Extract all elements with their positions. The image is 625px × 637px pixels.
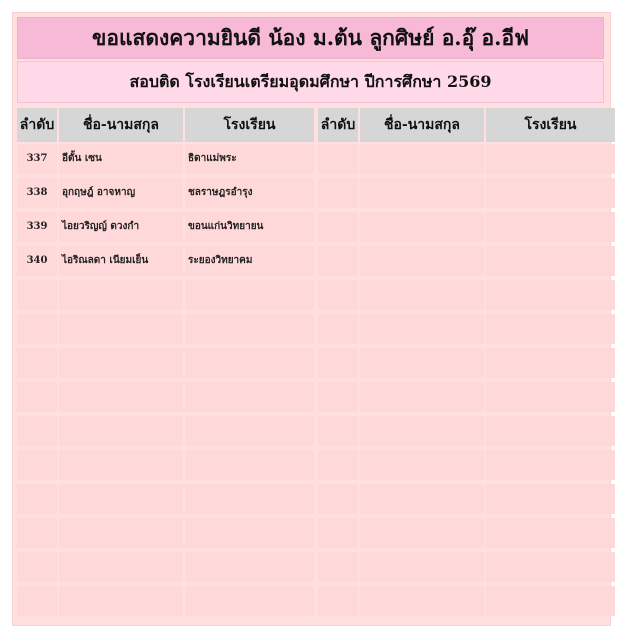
cell-school <box>185 552 314 582</box>
cell-school <box>486 144 615 174</box>
results-table-left <box>17 108 314 620</box>
cell-school <box>486 246 615 276</box>
cell-name <box>360 382 484 412</box>
results-table-right <box>318 108 615 620</box>
cell-name <box>360 314 484 344</box>
cell-order <box>318 416 358 446</box>
cell-school <box>185 280 314 310</box>
cell-name <box>360 144 484 174</box>
cell-order: 338 <box>17 178 57 208</box>
cell-name: อีตั้น เซน <box>59 144 183 174</box>
cell-order <box>17 382 57 412</box>
cell-school <box>486 314 615 344</box>
cell-name <box>360 246 484 276</box>
cell-order <box>17 280 57 310</box>
cell-school <box>486 212 615 242</box>
cell-name <box>59 484 183 514</box>
cell-name <box>59 348 183 378</box>
cell-order <box>17 484 57 514</box>
cell-school <box>185 416 314 446</box>
cell-school <box>486 518 615 548</box>
cell-school <box>486 586 615 616</box>
cell-order <box>17 314 57 344</box>
cell-order <box>318 314 358 344</box>
cell-school <box>486 382 615 412</box>
cell-school: ธิดาแม่พระ <box>185 144 314 174</box>
cell-name <box>59 518 183 548</box>
cell-school <box>486 450 615 480</box>
cell-name <box>59 416 183 446</box>
cell-name <box>360 416 484 446</box>
cell-name <box>59 314 183 344</box>
cell-order: 339 <box>17 212 57 242</box>
cell-name <box>360 178 484 208</box>
cell-name <box>360 484 484 514</box>
header-col-name: ชื่อ-นามสกุล <box>59 108 183 142</box>
cell-school <box>185 348 314 378</box>
cell-name <box>360 586 484 616</box>
cell-name <box>360 552 484 582</box>
cell-order <box>318 280 358 310</box>
cell-name <box>360 450 484 480</box>
cell-order <box>17 416 57 446</box>
cell-order <box>318 552 358 582</box>
page-title: ขอแสดงความยินดี น้อง ม.ต้น ลูกศิษย์ อ.อุ๊ อ.อีฟ <box>17 17 604 59</box>
page-subtitle: สอบติด โรงเรียนเตรียมอุดมศึกษา ปีการศึกษา 2569 <box>17 61 604 103</box>
header-col-school: โรงเรียน <box>185 108 314 142</box>
cell-school <box>486 552 615 582</box>
cell-order <box>17 552 57 582</box>
cell-school <box>185 484 314 514</box>
cell-school <box>486 416 615 446</box>
cell-order <box>318 450 358 480</box>
cell-name <box>59 450 183 480</box>
cell-order <box>318 144 358 174</box>
cell-name <box>59 382 183 412</box>
header-col-order: ลำดับ <box>17 108 57 142</box>
header-col-order: ลำดับ <box>318 108 358 142</box>
cell-order: 340 <box>17 246 57 276</box>
cell-school <box>185 314 314 344</box>
cell-name <box>59 552 183 582</box>
cell-school <box>185 518 314 548</box>
cell-order <box>17 518 57 548</box>
cell-order <box>17 586 57 616</box>
header-col-school: โรงเรียน <box>486 108 615 142</box>
cell-school: ชลราษฎรอำรุง <box>185 178 314 208</box>
cell-order <box>17 450 57 480</box>
cell-order: 337 <box>17 144 57 174</box>
cell-order <box>318 518 358 548</box>
cell-order <box>318 348 358 378</box>
cell-name <box>360 348 484 378</box>
cell-order <box>318 212 358 242</box>
cell-order <box>318 586 358 616</box>
cell-school <box>486 178 615 208</box>
cell-name: ไอริณลดา เนียมเย็น <box>59 246 183 276</box>
cell-school <box>486 280 615 310</box>
cell-name <box>360 280 484 310</box>
cell-order <box>318 246 358 276</box>
cell-name <box>360 212 484 242</box>
cell-name <box>59 280 183 310</box>
cell-name: ไอยวริญญ์ ดวงกำ <box>59 212 183 242</box>
cell-school: ระยองวิทยาคม <box>185 246 314 276</box>
cell-school: ขอนแก่นวิทยายน <box>185 212 314 242</box>
cell-school <box>486 484 615 514</box>
cell-order <box>318 178 358 208</box>
cell-name <box>59 586 183 616</box>
cell-school <box>185 450 314 480</box>
cell-name <box>360 518 484 548</box>
cell-order <box>17 348 57 378</box>
header-col-name: ชื่อ-นามสกุล <box>360 108 484 142</box>
cell-order <box>318 484 358 514</box>
cell-school <box>185 586 314 616</box>
cell-name: อุกฤษฎ์ อาจหาญ <box>59 178 183 208</box>
cell-school <box>486 348 615 378</box>
cell-school <box>185 382 314 412</box>
cell-order <box>318 382 358 412</box>
